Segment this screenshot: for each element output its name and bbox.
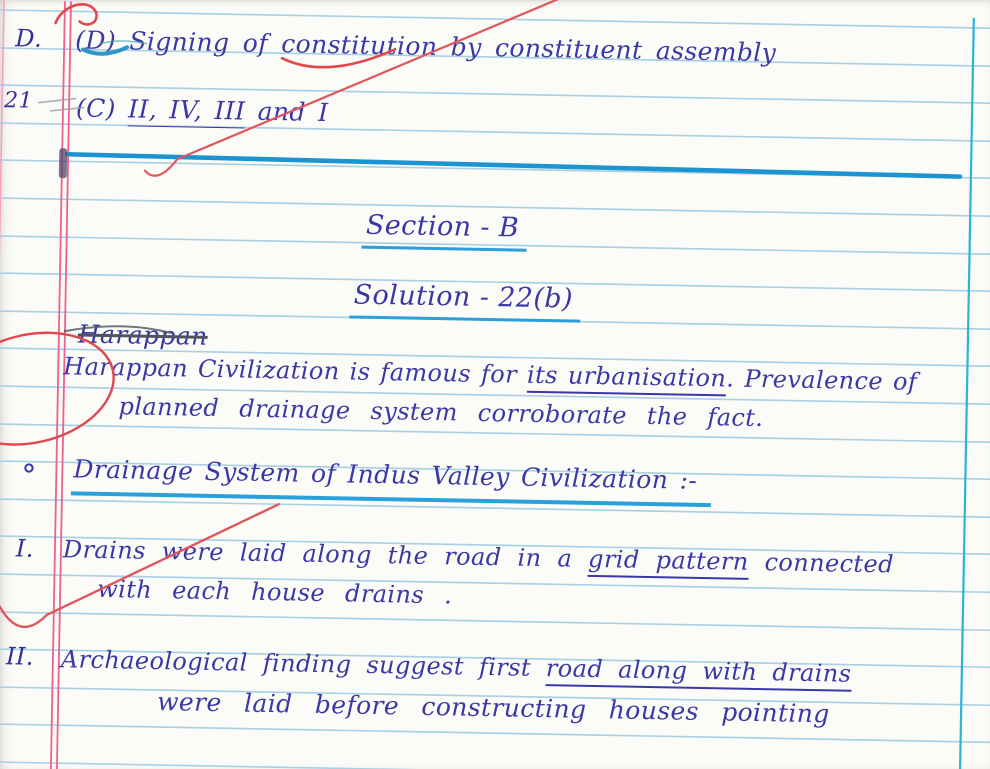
answer-option-d: (D) Signing of constitution by constituent assembly [75,25,777,68]
paragraph-line-1-underlined: its urbanisation [527,361,727,397]
drainage-heading-text: Drainage System of Indus Valley Civilization :- [71,454,712,507]
margin-label-21: 21 [3,88,34,114]
paragraph-line-2: planned drainage system corroborate the fact. [118,392,764,433]
point-1-line-1-underlined: grid pattern [588,545,749,580]
point-2-line-1-pre: Archaeological finding suggest first [60,645,547,683]
red-checkmark-top [145,0,560,183]
paragraph-line-1-post: . Prevalence of [726,364,918,396]
answer-c-suffix: and I [245,96,329,128]
red-oval-mark [0,317,125,460]
point-2-line-1-underlined: road along with drains [546,654,852,692]
red-curl-mark [56,4,97,25]
point-2-line-2: were laid before constructing houses pointing [156,687,830,729]
paragraph-line-1-pre: Harappan Civilization is famous for [63,352,528,389]
bullet-dot: ° [20,458,38,494]
point-1-line-1-post: connected [748,547,895,579]
section-heading-text: Section - B [362,210,528,252]
gray-crossout-stroke [64,325,172,333]
crossed-out-word: Harappan [77,319,208,351]
answer-c-roman-numerals: II, IV, III [128,94,246,128]
point-2-label: II. [5,642,35,671]
point-1-label: I. [15,534,35,563]
point-1-line-1-pre: Drains were laid along the road in a [62,535,589,573]
teal-swoosh-mark [83,47,127,55]
answer-c-prefix: (C) [75,93,129,124]
teal-arrow-mark [99,41,147,45]
margin-label-d: D. [15,24,43,53]
gray-dash-mark [38,98,84,112]
point-1-line-2: with each house drains . [96,574,453,610]
solution-heading-text: Solution - 22(b) [349,279,581,322]
red-smile-mark [282,47,395,68]
red-checkmark-bottom [0,499,279,632]
